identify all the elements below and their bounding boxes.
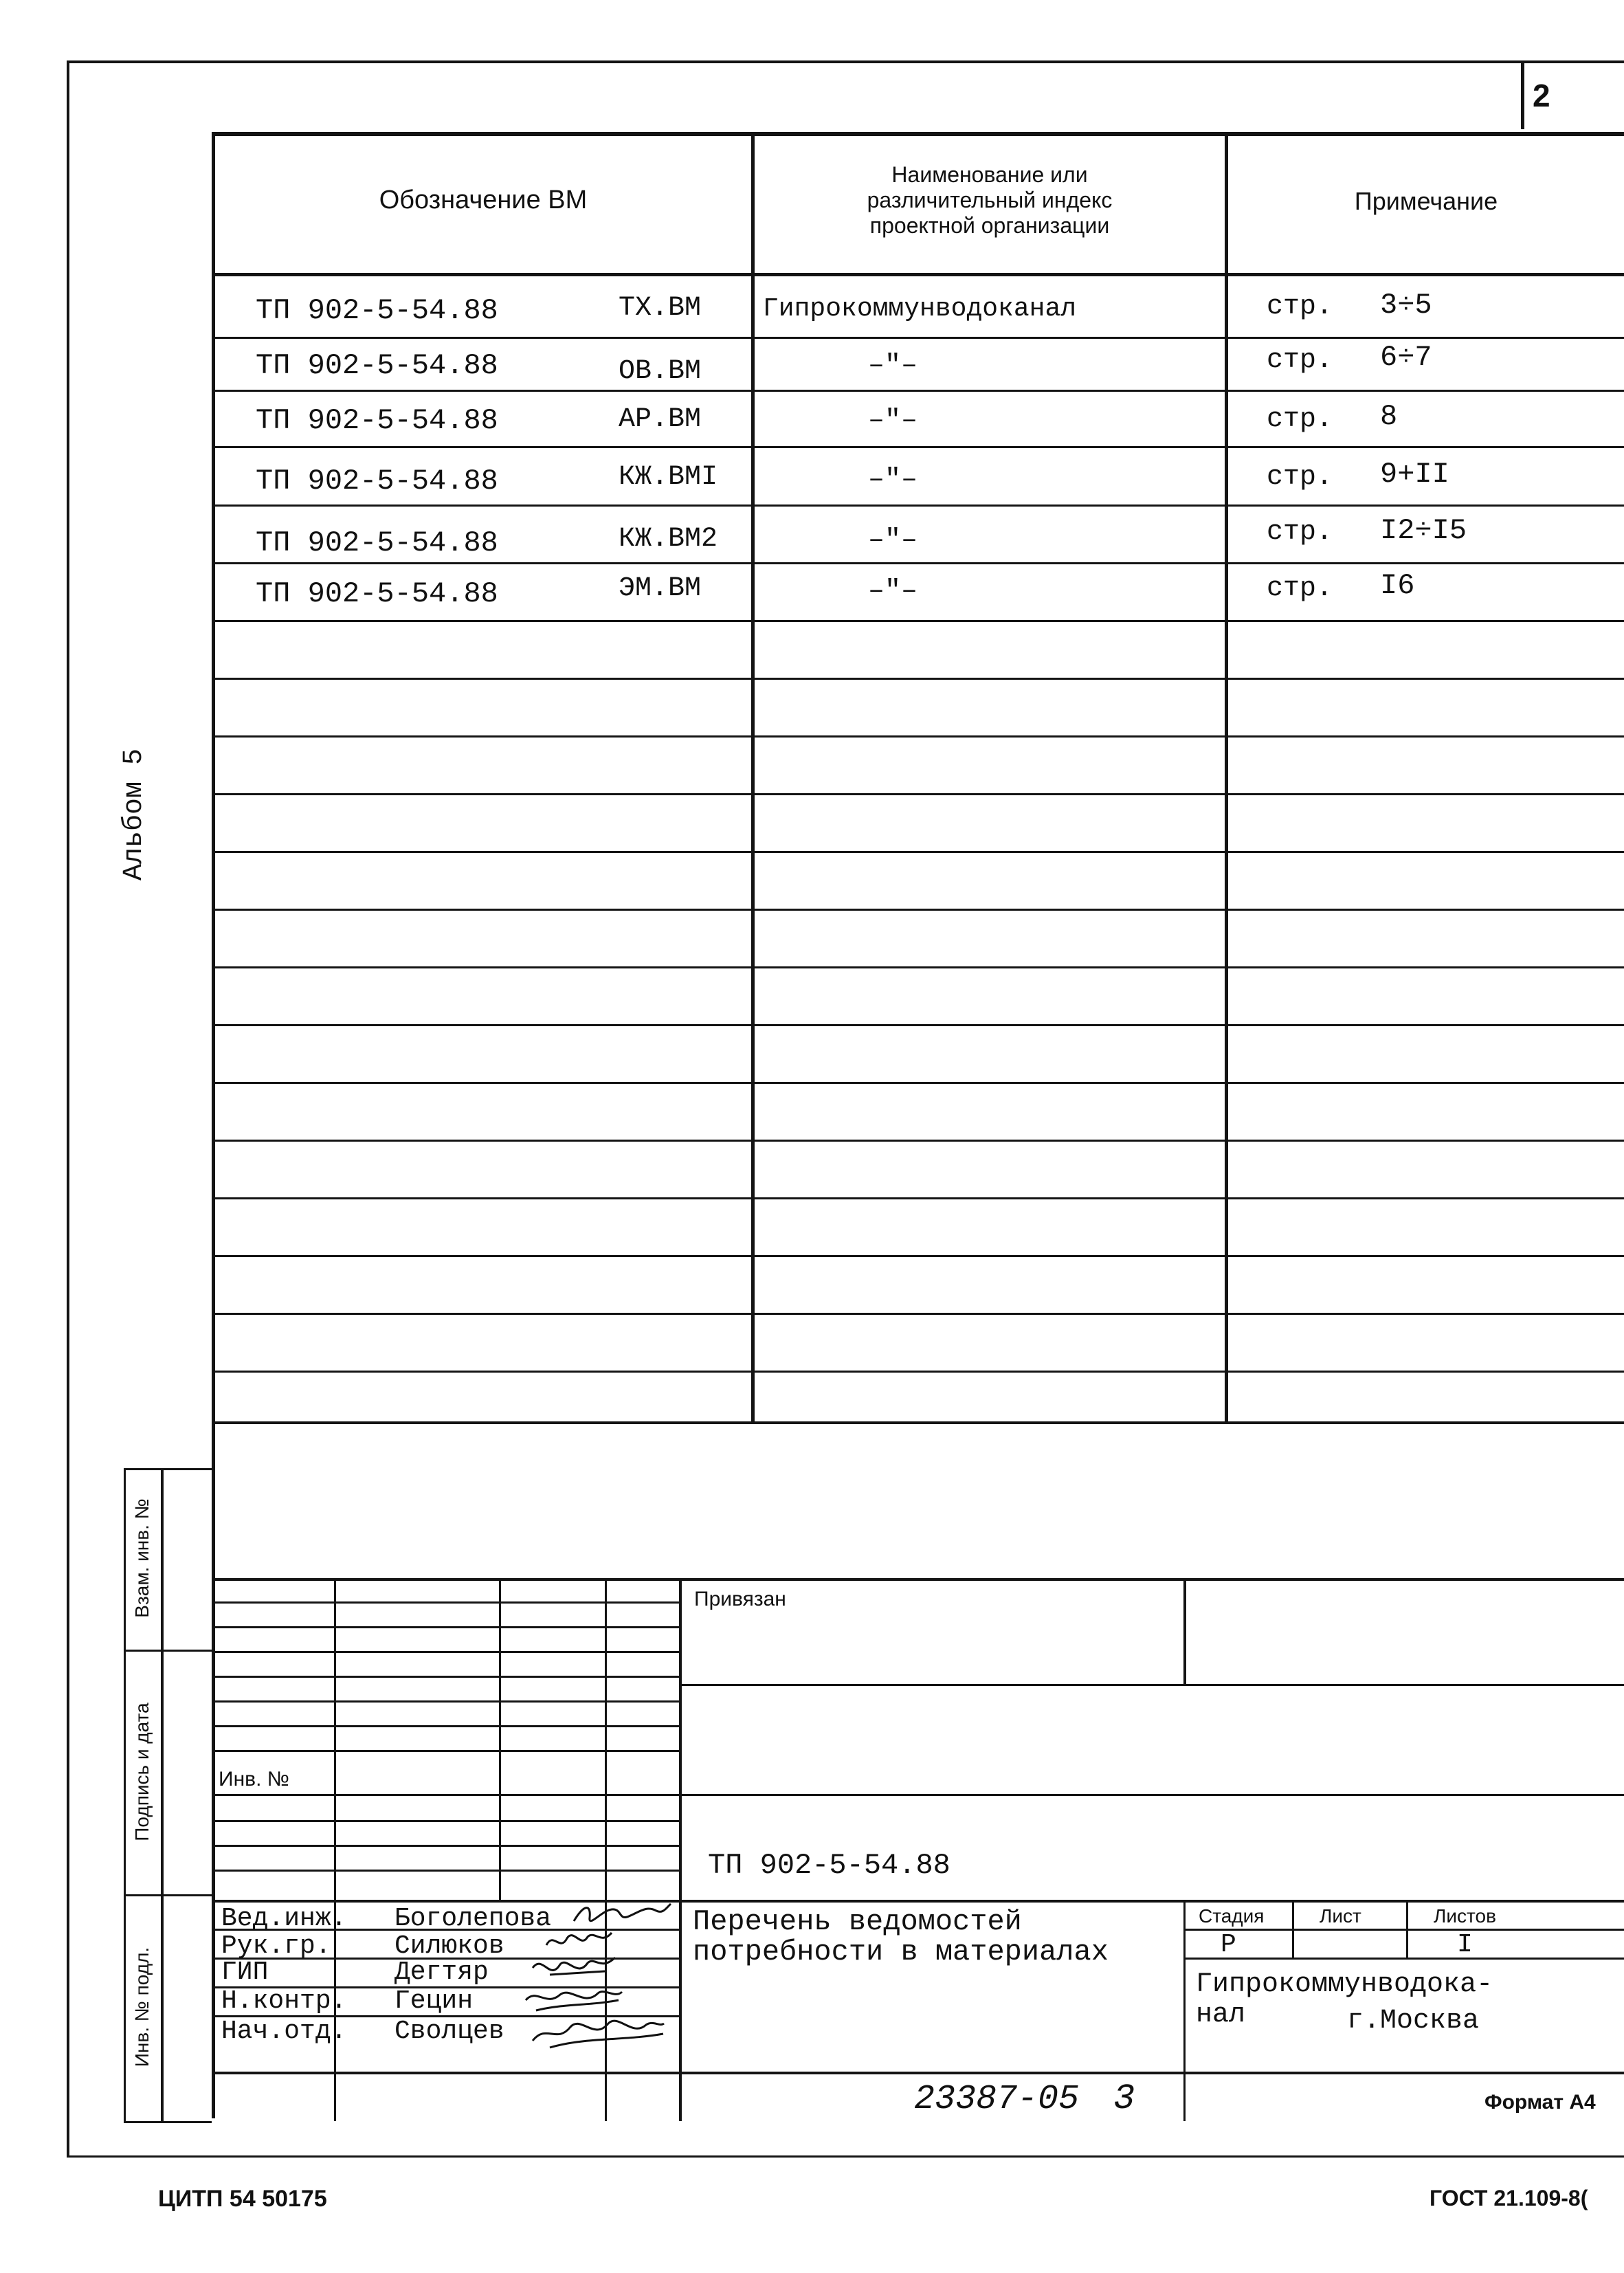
organization-name: Гипрокоммунводока- нал: [1196, 1969, 1493, 2030]
footer-right: ГОСТ 21.109-8(: [1430, 2186, 1588, 2210]
row-line: [212, 1371, 1624, 1373]
row-line: [212, 337, 1624, 339]
podpis-data-label: Подпись и дата: [131, 1703, 153, 1841]
row-note-label: стр.: [1267, 345, 1333, 376]
table-bottom-line: [212, 1421, 1624, 1424]
margin-stamp-top: [124, 1468, 212, 1470]
row-line: [212, 620, 1624, 622]
page-mark: 3: [1113, 2078, 1135, 2119]
titleblock-grid-row: [212, 1651, 680, 1653]
row-name: Гипрокоммунводоканал: [763, 294, 1077, 324]
titleblock-privyazan-bottom: [680, 1684, 1624, 1686]
inventory-number: 23387-05: [914, 2080, 1080, 2119]
inv-podl-label: Инв. № подл.: [131, 1947, 153, 2067]
header-bottom-line: [212, 273, 1624, 276]
stage-value: Р: [1221, 1930, 1236, 1960]
row-note-label: стр.: [1267, 291, 1333, 322]
titleblock-v-5: [1183, 1578, 1186, 1685]
row-suffix: ОВ.ВМ: [619, 356, 702, 387]
titleblock-grid-row: [212, 1820, 680, 1822]
row-code: ТП 902-5-54.88: [256, 465, 498, 498]
row-suffix: ЭМ.ВМ: [619, 573, 702, 604]
row-code: ТП 902-5-54.88: [256, 404, 498, 437]
row-note-pages: 9+II: [1380, 458, 1449, 491]
titleblock-grid-row: [212, 1725, 680, 1727]
titleblock-bottom: [212, 2072, 1624, 2074]
titleblock-main-row: [212, 1900, 1624, 1903]
row-note-label: стр.: [1267, 462, 1333, 493]
stage-grid-col: [1292, 1900, 1294, 1958]
table-col-divider-1: [751, 132, 755, 1424]
row-line: [212, 390, 1624, 392]
row-line: [212, 446, 1624, 448]
person-name: Силюков: [394, 1931, 504, 1961]
row-line: [212, 562, 1624, 564]
row-line: [212, 793, 1624, 795]
privyazan-label: Привязан: [694, 1588, 786, 1610]
titleblock-top: [212, 1578, 1624, 1581]
row-suffix: ТХ.ВМ: [619, 293, 702, 324]
stage-grid-row: [1185, 1929, 1624, 1931]
row-line: [212, 1313, 1624, 1315]
inv-no-label: Инв. №: [219, 1768, 289, 1790]
row-note-pages: 3÷5: [1380, 289, 1432, 322]
format-label: Формат А4: [1484, 2091, 1596, 2114]
row-code: ТП 902-5-54.88: [256, 577, 498, 610]
person-name: Боголепова: [394, 1904, 552, 1933]
titleblock-grid-row: [212, 1700, 680, 1703]
row-note-label: стр.: [1267, 404, 1333, 435]
titleblock-grid-row: [212, 1750, 680, 1752]
row-line: [212, 735, 1624, 738]
stage-grid-col: [1406, 1900, 1408, 1958]
titleblock-grid-row: [212, 1601, 680, 1604]
titleblock-grid-row: [212, 1870, 680, 1872]
stage-grid-row: [1185, 1958, 1624, 1960]
row-line: [212, 966, 1624, 968]
row-name: –"–: [868, 576, 918, 607]
header-note: Примечание: [1354, 187, 1498, 215]
sheets-label: Листов: [1434, 1905, 1496, 1927]
person-name: Гецин: [394, 1986, 474, 2016]
row-line: [212, 851, 1624, 853]
row-suffix: КЖ.ВМI: [619, 462, 718, 493]
row-line: [212, 1197, 1624, 1199]
signature-svolcev: [529, 2010, 667, 2051]
person-name: Дегтяр: [394, 1958, 489, 1987]
row-note-label: стр.: [1267, 573, 1333, 604]
row-code: ТП 902-5-54.88: [256, 294, 498, 327]
row-suffix: КЖ.ВМ2: [619, 524, 718, 555]
row-note-pages: I2÷I5: [1380, 514, 1467, 547]
doc-code: ТП 902-5-54.88: [708, 1849, 950, 1882]
titleblock-v-4: [679, 1578, 682, 2121]
header-designation: Обозначение ВМ: [379, 186, 588, 214]
stage-label: Стадия: [1199, 1905, 1265, 1927]
person-role: Рук.гр.: [221, 1931, 331, 1961]
row-note-pages: 6÷7: [1380, 341, 1432, 374]
album-label: Альбом 5: [119, 748, 150, 881]
person-name: Сволцев: [394, 2017, 504, 2046]
row-line: [212, 1024, 1624, 1026]
titleblock-grid-row: [212, 1676, 680, 1678]
titleblock-grid-row: [212, 1794, 1624, 1796]
organization-city: г.Москва: [1347, 2006, 1480, 2037]
document-title: Перечень ведомостей потребности в материалах: [693, 1905, 1109, 1969]
row-name: –"–: [868, 525, 918, 556]
margin-stamp-right-border: [161, 1468, 164, 2123]
margin-stamp-divider: [124, 1894, 212, 1896]
frame-top-border: [67, 60, 1624, 63]
row-suffix: АР.ВМ: [619, 404, 702, 435]
margin-stamp-bottom: [124, 2121, 212, 2123]
person-role: ГИП: [221, 1958, 269, 1987]
row-name: –"–: [868, 465, 918, 496]
titleblock-v-6: [1183, 1900, 1186, 2121]
row-note-pages: 8: [1380, 400, 1398, 433]
row-code: ТП 902-5-54.88: [256, 349, 498, 382]
person-role: Н.контр.: [221, 1986, 347, 2016]
frame-left-border: [67, 60, 69, 2157]
sheet-label: Лист: [1320, 1905, 1361, 1927]
row-note-pages: I6: [1380, 569, 1415, 602]
row-line: [212, 678, 1624, 680]
header-name: Наименование или различительный индекс проектной организации: [867, 162, 1113, 238]
row-note-label: стр.: [1267, 517, 1333, 548]
row-line: [212, 1082, 1624, 1084]
row-line: [212, 1255, 1624, 1257]
row-name: –"–: [868, 406, 918, 436]
sheet-number-box-divider: [1521, 60, 1524, 129]
table-top-border: [212, 132, 1624, 136]
row-line: [212, 505, 1624, 507]
footer-left: ЦИТП 54 50175: [158, 2186, 327, 2212]
margin-stamp-left-border: [124, 1468, 126, 2123]
row-name: –"–: [868, 351, 918, 381]
sheet-number: 2: [1533, 78, 1550, 113]
person-role: Нач.отд.: [221, 2017, 347, 2046]
sheets-value: I: [1457, 1930, 1473, 1960]
row-line: [212, 909, 1624, 911]
frame-bottom-border: [67, 2155, 1624, 2158]
row-line: [212, 1140, 1624, 1142]
table-col-divider-2: [1225, 132, 1228, 1424]
titleblock-grid-row: [212, 1845, 680, 1847]
titleblock-grid-row: [212, 1626, 680, 1628]
row-code: ТП 902-5-54.88: [256, 526, 498, 559]
vzam-inv-label: Взам. инв. №: [131, 1498, 153, 1618]
person-role: Вед.инж.: [221, 1904, 347, 1933]
margin-stamp-divider: [124, 1650, 212, 1652]
